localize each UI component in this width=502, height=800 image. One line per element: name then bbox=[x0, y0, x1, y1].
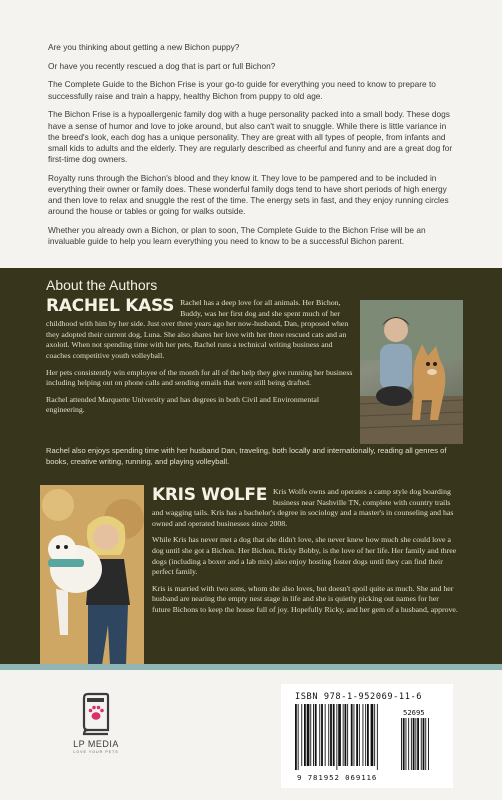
about-the-authors bbox=[0, 268, 502, 664]
barcode-addon-bar bbox=[428, 718, 429, 770]
blurb-paragraph-4: The Bichon Frise is a hypoallergenic family dog with a huge personality packed into a small body. These dogs have a sense of humor and love to joke around, but also can't wait to snuggle. While there is little variance in the breed's look, each dog has a unique personality. They are great with all types of people, from infants and small kids to adults and the elderly. They are regularly described as cheerful and funny and are a great dog for first-time dog owners. bbox=[48, 109, 453, 165]
book-blurb bbox=[0, 0, 502, 268]
barcode-bar bbox=[304, 704, 306, 766]
barcode-bar bbox=[315, 704, 317, 766]
barcode-addon-bar bbox=[423, 718, 425, 770]
barcode-addon-bar bbox=[415, 718, 416, 770]
barcode-bar bbox=[313, 704, 314, 766]
isbn-number: ISBN 978-1-952069-11-6 bbox=[295, 692, 423, 702]
barcode-bar bbox=[319, 704, 320, 766]
kris-bio-paragraph-2: While Kris has never met a dog that she didn't love, she never knew how much she could love a dog until she got a Bichon. Her Bichon, Ricky Bobby, is the love of her life. Her family and three dogs (including a boxer and a lab mix) also enjoy hosting foster dogs until they can find their perfect family. bbox=[152, 535, 457, 577]
barcode-bar bbox=[328, 704, 329, 766]
barcode-bar bbox=[347, 704, 348, 766]
barcode-bar bbox=[356, 704, 358, 766]
barcode-addon-bar bbox=[421, 718, 422, 770]
barcode-addon-bar bbox=[401, 718, 402, 770]
cover-footer bbox=[0, 670, 502, 800]
barcode-bar bbox=[295, 704, 297, 770]
author-name-kris: KRIS WOLFE bbox=[152, 485, 268, 505]
barcode-addon-bar bbox=[425, 718, 426, 770]
barcode-bar bbox=[365, 704, 366, 766]
barcode-digits: 9 781952 069116 bbox=[297, 773, 378, 782]
barcode-bar bbox=[338, 704, 341, 766]
blurb-paragraph-1: Are you thinking about getting a new Bichon puppy? bbox=[48, 42, 240, 52]
blurb-paragraph-3: The Complete Guide to the Bichon Frise is your go-to guide for everything you need to know to prepare to successfully raise and train a happy, healthy Bichon from puppy to old age. bbox=[48, 79, 436, 101]
barcode-addon-bar bbox=[408, 718, 409, 770]
barcode-bar bbox=[377, 704, 378, 770]
barcode-addon-bar bbox=[406, 718, 407, 770]
rachel-bio-paragraph-2: Her pets consistently win employee of the month for all of the help they give running her business including helping out on phone calls and sending emails that were still being drafted. bbox=[46, 367, 353, 388]
blurb-paragraph-5: Royalty runs through the Bichon's blood and they know it. They love to be pampered and to be included in everything their owner or family does. These wonderful family dogs tend to have short periods of high energy and then love to relax and snuggle the rest of the time. The energy sets in fast, and they enjoy running circles around the house or tables or going for walks outside. bbox=[48, 172, 449, 217]
barcode-bar bbox=[325, 704, 326, 766]
kris-bio-paragraph-1: Kris Wolfe owns and operates a camp style dog boarding business near Nashville TN, complete with country trails and wagging tails. Kris has a bachelor's degree in sociology and a master's in counseling and has owned and operated businesses since 2008. bbox=[152, 487, 454, 528]
barcode-bar bbox=[298, 704, 299, 770]
barcode-bar bbox=[371, 704, 374, 766]
barcode-bar bbox=[374, 704, 375, 766]
publisher-logo bbox=[60, 692, 132, 754]
rachel-bio-paragraph-4: Rachel also enjoys spending time with her husband Dan, traveling, both locally and internationally, reading all genres of books, creative writing, running, and playing volleyball. bbox=[46, 446, 447, 466]
publisher-name: LP MEDIA bbox=[73, 739, 119, 749]
rachel-kass-bio bbox=[46, 298, 354, 422]
blurb-paragraph-2: Or have you recently rescued a dog that is part or full Bichon? bbox=[48, 60, 276, 71]
barcode-bar bbox=[354, 704, 355, 766]
barcode-bar bbox=[310, 704, 311, 766]
blurb-paragraph-6: Whether you already own a Bichon, or plan to soon, The Complete Guide to the Bichon Frise will be an invaluable guide to help you learn everything you need to know to be a successful Bichon parent. bbox=[48, 225, 426, 247]
rachel-bio-paragraph-1: Rachel has a deep love for all animals. Her Bichon, Buddy, was her first dog and she spent much of her childhood with him by her side. Just over three years ago her now-husband, Dan, proposed when they adopted their current dog, Luna. She also shares her love with her three rescued cats and an axolotl. When not spending time with her pets, Rachel runs a technical writing business and coaches competitive youth volleyball. bbox=[46, 298, 349, 360]
barcode-bar bbox=[330, 704, 332, 766]
author-name-rachel: RACHEL KASS bbox=[46, 296, 175, 316]
publisher-tagline: LOVE YOUR PETS bbox=[73, 750, 119, 754]
book-paw-icon bbox=[80, 692, 112, 736]
kris-author-photo bbox=[40, 485, 144, 665]
barcode-bar bbox=[307, 704, 310, 766]
barcode-bar bbox=[333, 704, 335, 766]
barcode-bar bbox=[321, 704, 323, 766]
rachel-bio-paragraph-3: Rachel attended Marquette University and has degrees in both Civil and Environmental engineering. bbox=[46, 394, 320, 415]
isbn-barcode bbox=[281, 684, 453, 788]
rachel-author-photo bbox=[360, 300, 463, 444]
barcode-bar bbox=[345, 704, 347, 766]
kris-wolfe-bio bbox=[152, 487, 458, 622]
barcode-bar bbox=[359, 704, 360, 766]
barcode-addon-bar bbox=[403, 718, 405, 770]
barcode-bar bbox=[363, 704, 364, 766]
barcode-bar bbox=[367, 704, 369, 766]
barcode-bar bbox=[336, 704, 337, 770]
barcode-bar bbox=[343, 704, 344, 766]
kris-bio-paragraph-3: Kris is married with two sons, whom she also loves, but doesn't spoil quite as much. She and her husband are nearing the empty nest stage in life and she is quietly picking out names for her future Bichons to keep the house full of joy. Hopefully Ricky, and her gem of a husband, approve. bbox=[152, 583, 458, 614]
rachel-with-dog-illustration bbox=[360, 300, 463, 444]
authors-heading: About the Authors bbox=[46, 277, 158, 293]
kris-with-dog-illustration bbox=[40, 485, 144, 665]
barcode-bar bbox=[351, 704, 353, 766]
rachel-bio-extended bbox=[46, 446, 458, 467]
price-code: 52695 bbox=[403, 708, 425, 717]
barcode-addon-bar bbox=[413, 718, 415, 770]
barcode-addon-bar bbox=[417, 718, 419, 770]
barcode-addon-bar bbox=[411, 718, 412, 770]
barcode-bar bbox=[301, 704, 302, 766]
